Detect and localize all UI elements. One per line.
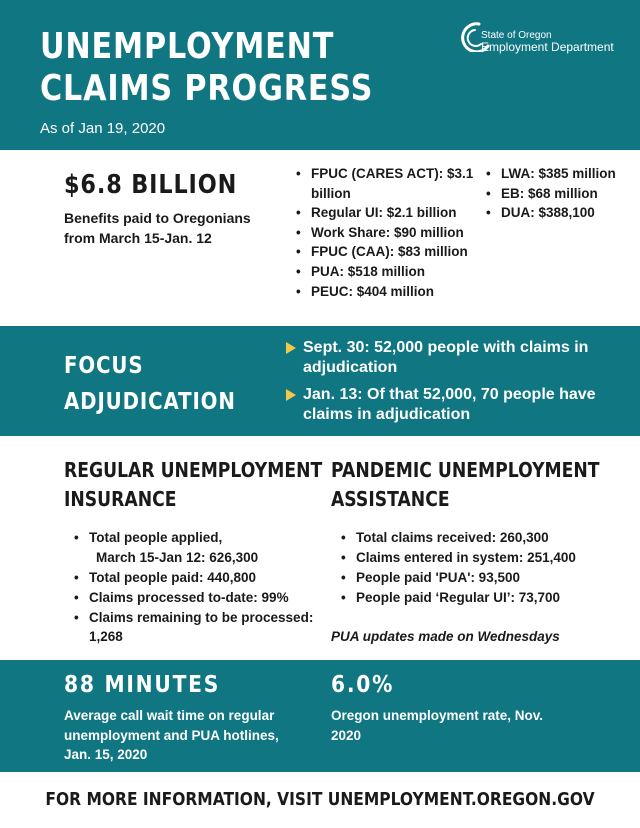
list-item: • LWA: $385 million [486,164,636,184]
heading-line-1: PANDEMIC UNEMPLOYMENT [331,458,600,482]
title-line-1: UNEMPLOYMENT [40,26,335,67]
wait-time-stat: 88 MINUTES [64,672,221,698]
list-item: • EB: $68 million [486,184,636,204]
list-item: • PUA: $518 million [296,262,474,282]
list-item-text: Total people applied, [89,530,223,545]
header-banner [0,0,640,150]
triangle-bullet-icon [286,342,296,354]
list-item: • Total people paid: 440,800 [74,568,314,588]
list-item: • People paid 'PUA': 93,500 [341,568,631,588]
focus-adjudication-band [0,326,640,436]
list-item: • Total claims received: 260,300 [341,528,631,548]
focus-title [64,348,236,420]
list-item: • DUA: $388,100 [486,203,636,223]
list-item: • Claims remaining to be processed: 1,268 [74,608,314,647]
heading-line-2: INSURANCE [64,487,177,511]
pua-update-note: PUA updates made on Wednesdays [331,629,560,644]
total-benefits-caption: Benefits paid to Oregonians from March 15-Jan. 12 [64,210,251,246]
regular-ui-stats-list [74,528,314,647]
list-item [74,528,314,567]
focus-title-line-1: FOCUS [64,353,144,379]
list-item [286,385,636,425]
benefits-section [0,150,640,326]
footer [0,772,640,828]
focus-title-line-2: ADJUDICATION [64,389,236,415]
list-item: • FPUC (CARES ACT): $3.1 billion [296,164,474,203]
heading-line-2: ASSISTANCE [331,487,450,511]
unemployment-rate-caption: Oregon unemployment rate, Nov. 2020 [331,708,544,743]
oregon-employment-logo [461,22,621,62]
total-benefits-amount: $6.8 BILLION [64,170,238,200]
logo-text-department: Employment Department [481,40,614,54]
focus-point-text: Sept. 30: 52,000 people with claims in adjudication [303,339,589,376]
benefits-breakdown-list-2 [486,164,636,223]
wait-time-caption: Average call wait time on regular unemployment and PUA hotlines, Jan. 15, 2020 [64,708,279,762]
programs-section [0,436,640,660]
title-line-2: CLAIMS PROGRESS [40,68,374,109]
focus-points-list [286,338,636,432]
pua-stats-list [341,528,631,608]
as-of-date: As of Jan 19, 2020 [40,120,166,137]
list-item-text-continued: March 15-Jan 12: 626,300 [96,549,259,565]
focus-point-text: Jan. 13: Of that 52,000, 70 people have claims in adjudication [303,386,596,423]
benefits-breakdown-list-1 [296,164,474,301]
pua-heading [331,456,600,514]
list-item: • Regular UI: $2.1 billion [296,203,474,223]
list-item: • People paid ‘Regular UI’: 73,700 [341,588,631,608]
regular-ui-heading [64,456,322,514]
logo-text-state: State of Oregon [481,30,552,41]
list-item: • Claims processed to-date: 99% [74,588,314,608]
page-title [40,26,373,110]
triangle-bullet-icon [286,389,296,401]
heading-line-1: REGULAR UNEMPLOYMENT [64,458,323,482]
list-item: • FPUC (CAA): $83 million [296,242,474,262]
list-item: • Claims entered in system: 251,400 [341,548,631,568]
more-info-text: FOR MORE INFORMATION, VISIT UNEMPLOYMENT.OREGON.GOV [45,789,595,810]
list-item: • Work Share: $90 million [296,223,474,243]
list-item [286,338,636,378]
list-item: • PEUC: $404 million [296,282,474,302]
key-stats-band [0,660,640,772]
unemployment-rate-stat: 6.0% [331,672,395,698]
